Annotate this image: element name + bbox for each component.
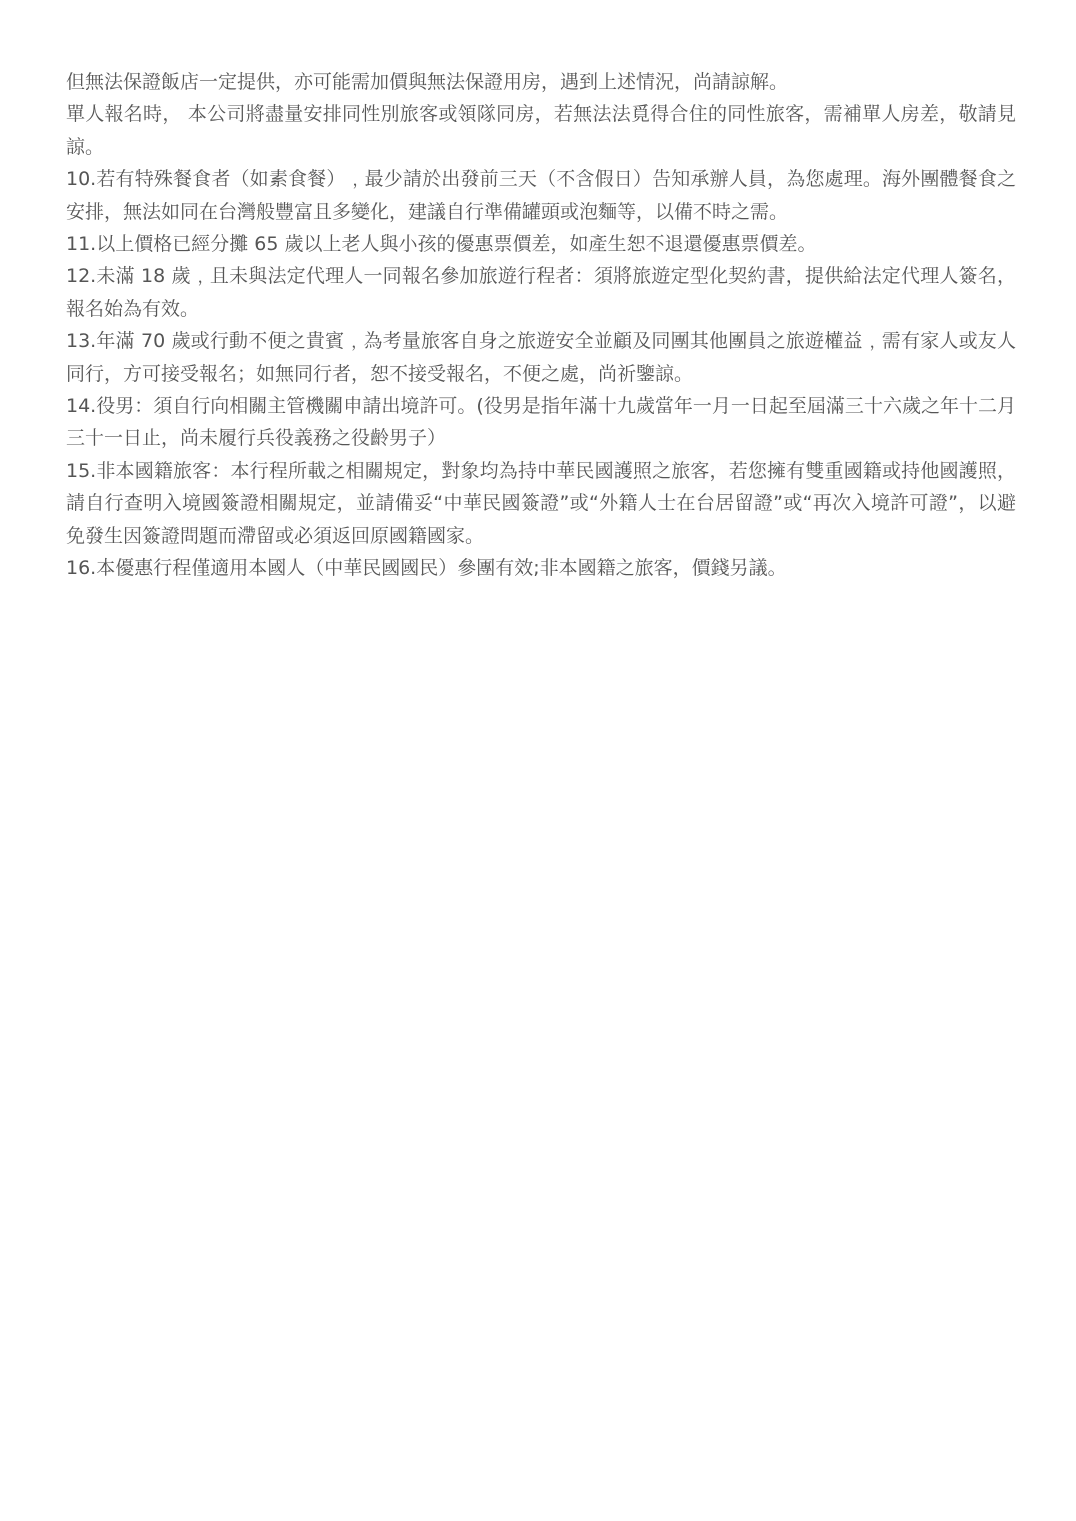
- paragraph-item-13: 13.年滿 70 歲或行動不便之貴賓﹐為考量旅客自身之旅遊安全並顧及同團其他團員之旅遊權益﹐需有家人或友人同行，方可接受報名；如無同行者，恕不接受報名，不便之處，尚祈鑒諒。: [66, 330, 1016, 385]
- paragraph-single-room: 單人報名時， 本公司將盡量安排同性別旅客或領隊同房，若無法法覓得合住的同性旅客，需補單人房差，敬請見諒。: [66, 103, 1016, 158]
- paragraph-hotel-notice: 但無法保證飯店一定提供，亦可能需加價與無法保證用房，遇到上述情況，尚請諒解。: [66, 71, 789, 93]
- paragraph-item-11: 11.以上價格已經分攤 65 歲以上老人與小孩的優惠票價差，如產生恕不退還優惠票價差。: [66, 233, 817, 256]
- paragraph-item-12: 12.未滿 18 歲﹐且未與法定代理人一同報名參加旅遊行程者：須將旅遊定型化契約書，提供給法定代理人簽名，報名始為有效。: [66, 265, 1016, 320]
- document-body: [66, 66, 1016, 585]
- paragraph-item-10: 10.若有特殊餐食者（如素食餐）﹐最少請於出發前三天（不含假日）告知承辦人員，為您處理。海外團體餐食之安排，無法如同在台灣般豐富且多變化，建議自行準備罐頭或泡麵等，以備不時之需。: [66, 168, 1016, 223]
- paragraph-item-16: 16.本優惠行程僅適用本國人（中華民國國民）參團有效;非本國籍之旅客，價錢另議。: [66, 557, 787, 580]
- paragraph-item-14: 14.役男：須自行向相關主管機關申請出境許可。(役男是指年滿十九歲當年一月一日起至屆滿三十六歲之年十二月三十一日止，尚未履行兵役義務之役齡男子）: [66, 395, 1016, 450]
- paragraph-item-15: 15.非本國籍旅客：本行程所載之相關規定，對象均為持中華民國護照之旅客，若您擁有雙重國籍或持他國護照，請自行查明入境國簽證相關規定，並請備妥“中華民國簽證”或“外籍人士在台居留證”或“再次入境許可證”，以避免發生因簽證問題而滯留或必須返回原國籍國家。: [66, 459, 1016, 547]
